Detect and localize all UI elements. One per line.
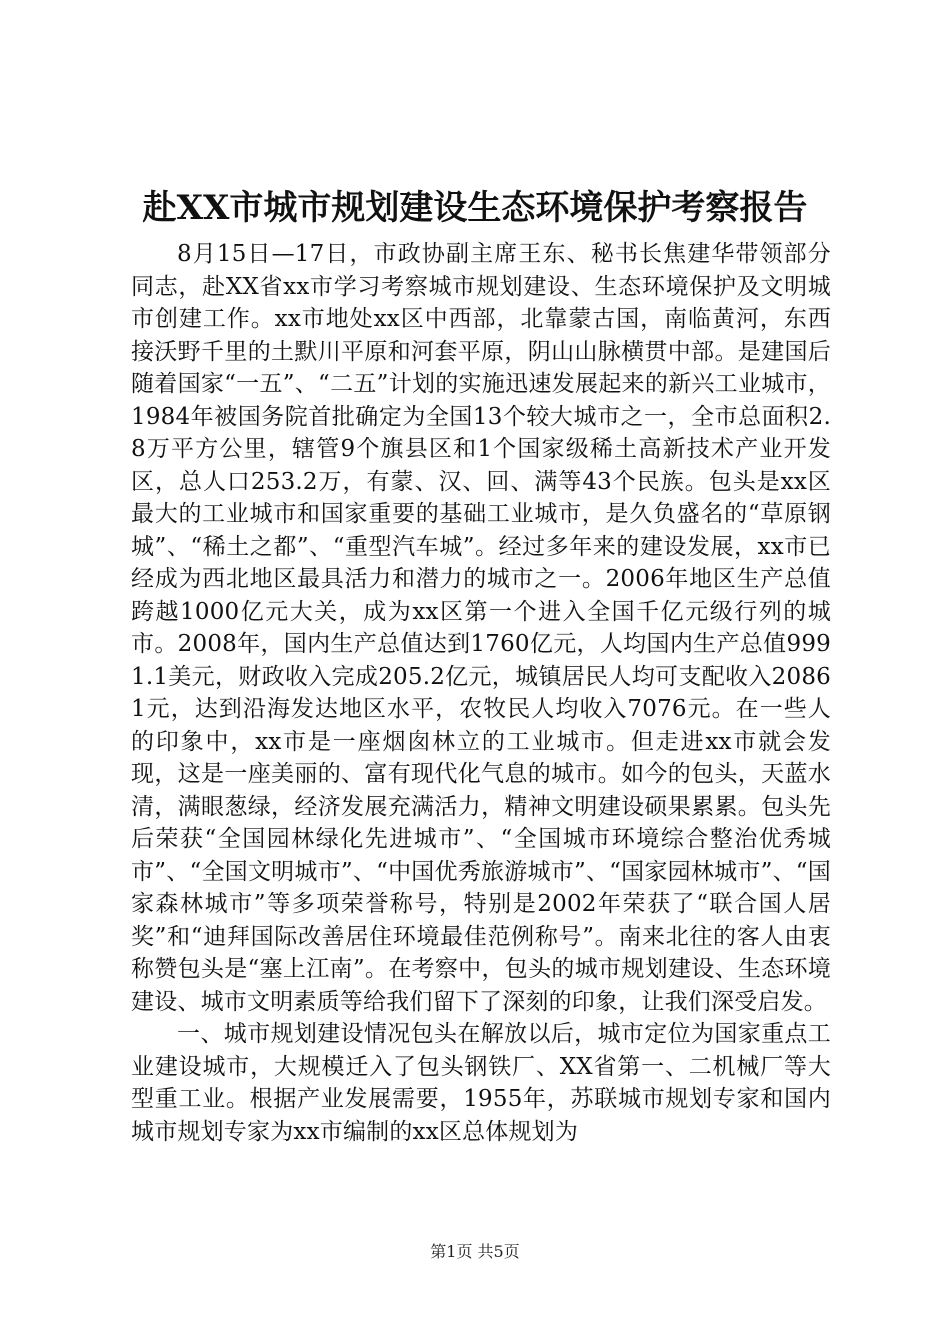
document-body [131,238,831,1148]
body-paragraph-intro: 8月15日—17日，市政协副主席王东、秘书长焦建华带领部分同志，赴XX省xx市学习考察城市规划建设、生态环境保护及文明城市创建工作。xx市地处xx区中西部，北靠蒙古国，南临黄河，东西接沃野千里的土默川平原和河套平原，阴山山脉横贯中部。是建国后随着国家“一五”、“二五”计划的实施迅速发展起来的新兴工业城市，1984年被国务院首批确定为全国13个较大城市之一，全市总面积2.8万平方公里，辖管9个旗县区和1个国家级稀土高新技术产业开发区，总人口253.2万，有蒙、汉、回、满等43个民族。包头是xx区最大的工业城市和国家重要的基础工业城市，是久负盛名的“草原钢城”、“稀土之都”、“重型汽车城”。经过多年来的建设发展，xx市已经成为西北地区最具活力和潜力的城市之一。2006年地区生产总值跨越1000亿元大关，成为xx区第一个进入全国千亿元级行列的城市。2008年，国内生产总值达到1760亿元，人均国内生产总值9991.1美元，财政收入完成205.2亿元，城镇居民人均可支配收入20861元，达到沿海发达地区水平，农牧民人均收入7076元。在一些人的印象中，xx市是一座烟囱林立的工业城市。但走进xx市就会发现，这是一座美丽的、富有现代化气息的城市。如今的包头，天蓝水清，满眼葱绿，经济发展充满活力，精神文明建设硕果累累。包头先后荣获“全国园林绿化先进城市”、“全国城市环境综合整治优秀城市”、“全国文明城市”、“中国优秀旅游城市”、“国家园林城市”、“国家森林城市”等多项荣誉称号，特别是2002年荣获了“联合国人居奖”和“迪拜国际改善居住环境最佳范例称号”。南来北往的客人由衷称赞包头是“塞上江南”。在考察中，包头的城市规划建设、生态环境建设、城市文明素质等给我们留下了深刻的印象，让我们深受启发。 [131,241,831,1015]
document-title: 赴XX市城市规划建设生态环境保护考察报告 [142,188,808,228]
page-number-footer: 第1页 共5页 [430,1242,520,1261]
body-paragraph-section-one: 一、城市规划建设情况包头在解放以后，城市定位为国家重点工业建设城市，大规模迁入了包头钢铁厂、XX省第一、二机械厂等大型重工业。根据产业发展需要，1955年，苏联城市规划专家和国内城市规划专家为xx市编制的xx区总体规划为 [131,1021,831,1145]
